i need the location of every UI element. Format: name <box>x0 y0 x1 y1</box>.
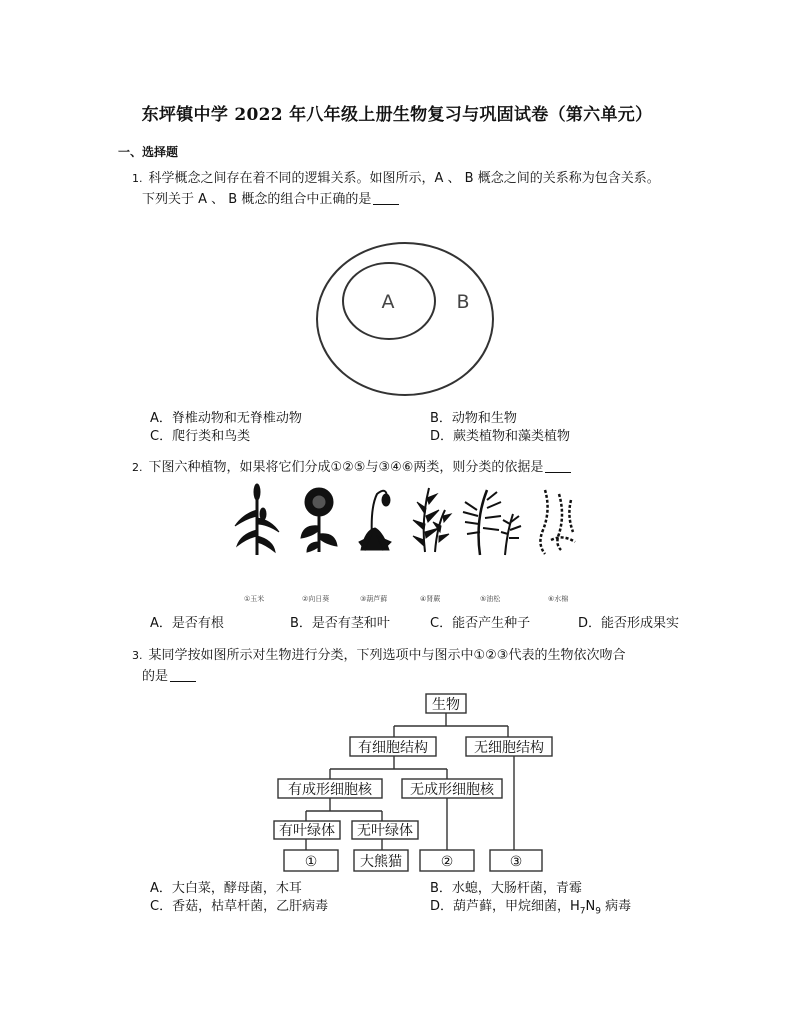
question-number: 3. <box>132 649 143 662</box>
q3-option-a[interactable]: A．大白菜，酵母菌，木耳 <box>150 881 302 896</box>
plant-label-3: ③葫芦藓 <box>360 595 388 603</box>
question-number: 1. <box>132 172 143 185</box>
question-text-line2: 下列关于 A 、 B 概念的组合中正确的是 <box>142 192 372 207</box>
leaf-2: ② <box>440 854 454 870</box>
question-text-line1: 某同学按如图所示对生物进行分类，下列选项中与图示中①②③代表的生物依次吻合 <box>148 648 626 663</box>
node-organism: 生物 <box>432 697 460 713</box>
node-noncellular: 无细胞结构 <box>474 740 544 756</box>
node-no-chloroplast: 无叶绿体 <box>357 823 413 839</box>
plant-label-2: ②向日葵 <box>302 595 330 603</box>
pine-plant-icon <box>463 490 521 555</box>
page-title: 东坪镇中学 2022 年八年级上册生物复习与巩固试卷（第六单元） <box>141 105 653 125</box>
label-b: B <box>456 291 470 313</box>
leaf-1: ① <box>304 854 318 870</box>
option-d-text: D．葫芦藓，甲烷细菌，H <box>430 899 580 914</box>
question-3 <box>132 645 625 687</box>
concept-diagram <box>310 236 500 406</box>
question-1 <box>132 168 660 210</box>
plant-label-6: ⑥水棉 <box>548 595 569 603</box>
fern-plant-icon <box>413 488 451 552</box>
option-d-virus: 病毒 <box>601 899 632 914</box>
spirogyra-plant-icon <box>540 490 575 554</box>
question-text-line2: 的是 <box>142 669 169 684</box>
leaf-3: ③ <box>509 854 523 870</box>
q3-option-c[interactable]: C．香菇，枯草杆菌，乙肝病毒 <box>150 899 329 914</box>
node-nucleus: 有成形细胞核 <box>288 782 372 798</box>
q2-option-a[interactable]: A．是否有根 <box>150 616 224 631</box>
answer-blank <box>170 680 196 682</box>
corn-plant-icon <box>235 484 279 555</box>
answer-blank <box>373 203 399 205</box>
moss-plant-icon <box>359 491 391 550</box>
plant-label-1: ①玉米 <box>244 595 265 603</box>
question-text-line1: 下图六种植物，如果将它们分成①②⑤与③④⑥两类，则分类的依据是 <box>148 460 544 475</box>
question-number: 2. <box>132 461 143 474</box>
plants-figure <box>225 480 595 590</box>
q2-option-c[interactable]: C．能否产生种子 <box>430 616 531 631</box>
section-heading: 一、选择题 <box>118 145 179 159</box>
plant-label-4: ④肾蕨 <box>420 595 441 603</box>
leaf-panda: 大熊猫 <box>360 854 402 870</box>
option-d-n: N <box>585 899 596 914</box>
question-2 <box>132 457 571 478</box>
node-chloroplast: 有叶绿体 <box>279 823 335 839</box>
answer-blank <box>545 471 571 473</box>
q1-option-a[interactable]: A．脊椎动物和无脊椎动物 <box>150 411 302 426</box>
q3-option-b[interactable]: B．水螅，大肠杆菌，青霉 <box>430 881 582 896</box>
subscript-9: 9 <box>595 906 601 917</box>
classification-tree <box>270 690 560 875</box>
subscript-7: 7 <box>579 906 586 917</box>
q1-option-b[interactable]: B．动物和生物 <box>430 411 517 426</box>
q2-option-d[interactable]: D．能否形成果实 <box>578 616 680 631</box>
q1-option-d[interactable]: D．蕨类植物和藻类植物 <box>430 429 571 444</box>
node-no-nucleus: 无成形细胞核 <box>410 782 494 798</box>
plant-label-5: ⑤油松 <box>480 595 501 603</box>
q1-option-c[interactable]: C．爬行类和鸟类 <box>150 429 251 444</box>
sunflower-plant-icon <box>301 488 337 552</box>
node-cellular: 有细胞结构 <box>358 740 428 756</box>
question-text-line1: 科学概念之间存在着不同的逻辑关系。如图所示，A 、 B 概念之间的关系称为包含关系。 <box>148 171 660 186</box>
q2-option-b[interactable]: B．是否有茎和叶 <box>290 616 390 631</box>
label-a: A <box>381 291 395 313</box>
q3-option-d[interactable] <box>430 895 631 917</box>
